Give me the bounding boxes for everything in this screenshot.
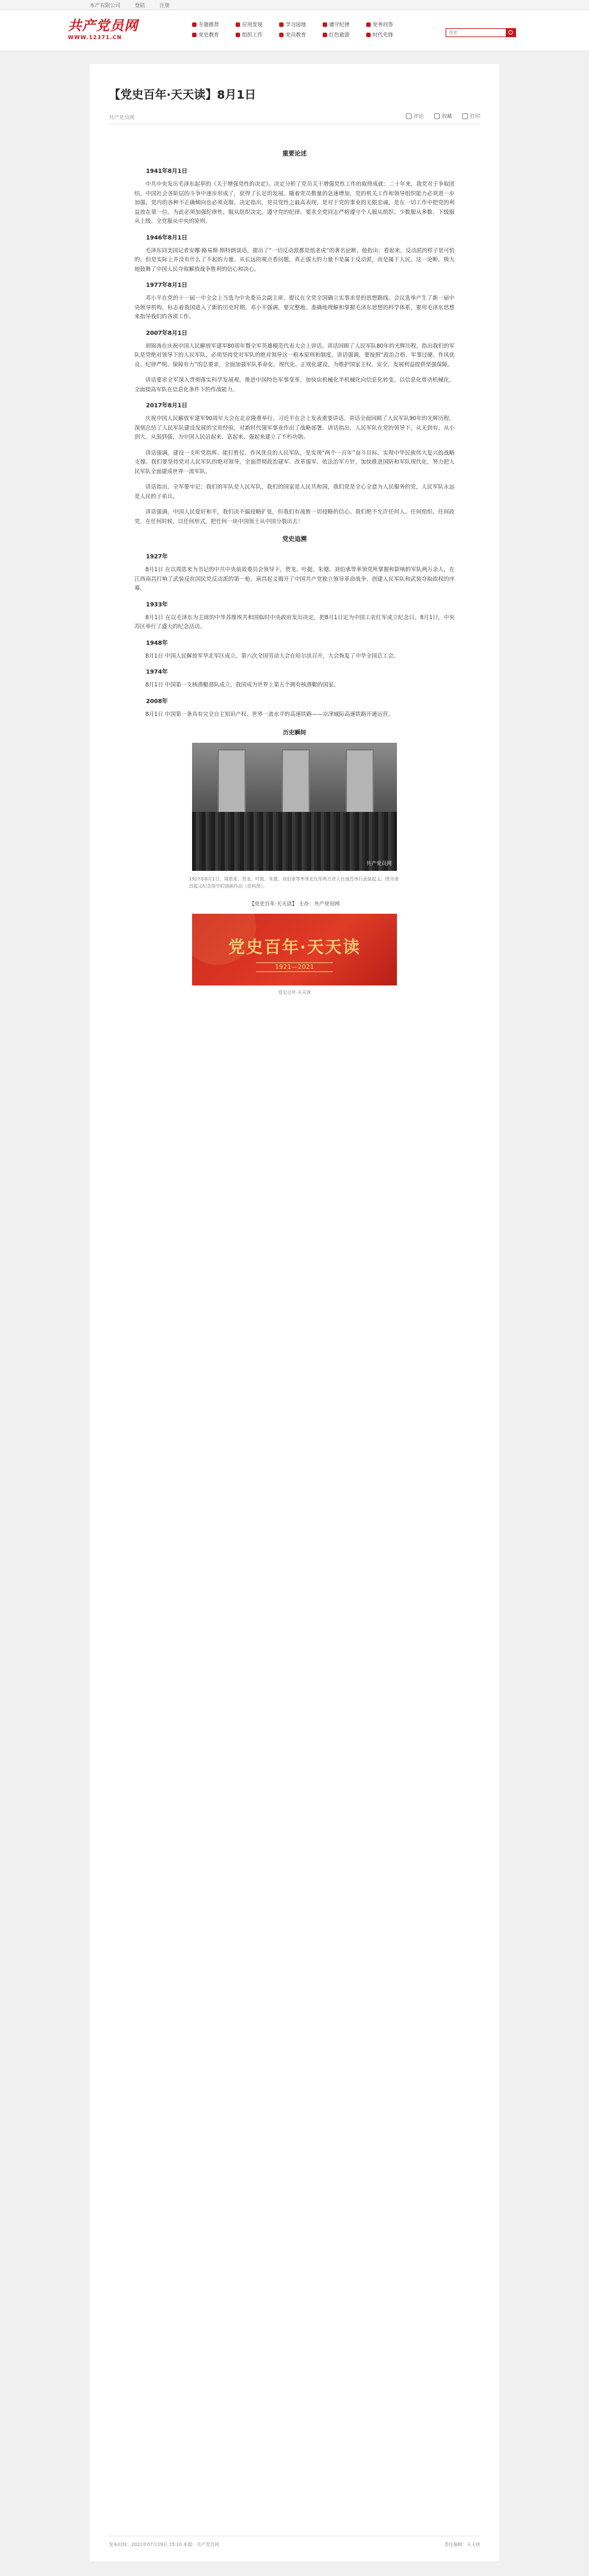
share-bar xyxy=(396,113,480,120)
nav-bullet-icon xyxy=(236,22,240,27)
photo-section-title: 历史瞬间 xyxy=(282,730,306,736)
nav-bullet-icon xyxy=(279,22,284,27)
nav-item[interactable]: 时代先锋 xyxy=(366,29,410,40)
section-heading: 重要论述 xyxy=(282,150,307,158)
nav-item[interactable]: 党员教育 xyxy=(279,29,323,40)
date-heading: 1927年 xyxy=(146,554,168,560)
comment-button[interactable]: 评论 xyxy=(406,113,424,120)
banner-title: 党史百年·天天读 xyxy=(228,938,361,957)
nav-item[interactable]: 学习园地 xyxy=(279,19,323,29)
logo-text: 共产党员网 xyxy=(68,17,138,33)
register-link[interactable]: 注册 xyxy=(159,3,170,8)
nav-bullet-icon xyxy=(366,33,371,37)
logo-url: WWW.12371.CN xyxy=(68,35,122,40)
banner-caption: 党史百年·天天读 xyxy=(278,990,311,995)
article-paragraph: 胡锦涛在庆祝中国人民解放军建军80周年暨全军英雄模范代表大会上讲话。讲话回顾了人民军队80年的光辉历程，指出我们的军队是党绝对领导下的人民军队，必须坚持党对军队的绝对领导这一根本原则和制度。讲话强调，要按照“政治合格、军事过硬、作风优良、纪律严明、保障有力”的总要求，全面加强军队革命化、现代化、正规化建设，为维护国家主权、安全、发展利益提供坚强保障。 xyxy=(134,343,455,368)
date-heading: 2017年8月1日 xyxy=(146,403,188,409)
date-heading: 1933年 xyxy=(146,601,168,608)
article-paragraph: 邓小平在党的十一届一中全会上当选为中央委员会副主席，提议在全党全国确立实事求是的思想路线。会议选举产生了新一届中央领导机构，标志着我国进入了新的历史时期。邓小平强调，要完整地、准确地理解和掌握毛泽东思想的科学体系，要用毛泽东思想来指导我们的各项工作。 xyxy=(134,295,455,320)
article-body xyxy=(134,141,455,996)
article-paragraph: 讲话要求全军深入贯彻落实科学发展观，推进中国特色军事变革，加快由机械化半机械化向信息化转变，以信息化带动机械化，全面提高军队在信息化条件下的作战能力。 xyxy=(134,377,455,393)
article-paragraph: 毛泽东同美国记者安娜·路易斯·斯特朗谈话，提出了“一切反动派都是纸老虎”的著名论断。他指出：看起来，反动派的样子是可怕的，但是实际上并没有什么了不起的力量。从长远的观点看问题，真正强大的力量不是属于反动派，而是属于人民。这一论断，极大地鼓舞了中国人民夺取解放战争胜利的信心和决心。 xyxy=(134,247,455,273)
print-button[interactable]: 打印 xyxy=(462,113,480,120)
nav-item[interactable]: 组织工作 xyxy=(236,29,279,40)
comment-icon xyxy=(406,113,412,119)
photo-caption: 1927年8月1日，周恩来、贺龙、叶挺、朱德、刘伯承等率领北伐军两万余人在南昌举行武装起义。图为南昌起义纪念馆中的油画作品（资料图）。 xyxy=(189,877,399,889)
photo-watermark: 共产党员网 xyxy=(366,861,392,866)
search-input[interactable]: 搜索 xyxy=(446,28,516,37)
date-heading: 1946年8月1日 xyxy=(146,234,188,241)
article-paragraph: 8月1日 中国第一支核潜艇部队成立，我国成为世界上第五个拥有核潜艇的国家。 xyxy=(145,682,339,688)
article-paragraph: 讲话强调，中国人民爱好和平，我们决不搞侵略扩张，但我们有战胜一切侵略的信心。我们绝不允许任何人、任何组织、任何政党，在任何时候，以任何形式，把任何一块中国领土从中国分裂出去！ xyxy=(134,509,455,525)
search-icon[interactable] xyxy=(506,28,516,37)
banner-years: 1921—2021 xyxy=(256,962,333,972)
article-source: 共产党员网 xyxy=(109,115,134,120)
article-footer xyxy=(109,2536,480,2548)
series-banner xyxy=(192,914,397,985)
article-meta xyxy=(109,114,480,124)
article-paragraph: 8月1日 中国第一条具有完全自主知识产权、世界一流水平的高速铁路——京津城际高速铁路开通运营。 xyxy=(145,711,394,718)
print-icon xyxy=(462,113,468,119)
article-container xyxy=(90,64,499,2561)
top-strip xyxy=(0,0,589,10)
article-title: 【党史百年·天天读】8月1日 xyxy=(109,88,256,102)
date-heading: 1974年 xyxy=(146,669,168,676)
nav-bullet-icon xyxy=(323,22,327,27)
nav-bullet-icon xyxy=(192,22,197,27)
star-icon xyxy=(434,113,440,119)
date-heading: 1941年8月1日 xyxy=(146,168,188,175)
favorite-button[interactable]: 收藏 xyxy=(434,113,452,120)
nav-bullet-icon xyxy=(323,33,327,37)
nav-row xyxy=(192,29,410,40)
article-paragraph: 8月1日 在以毛泽东为主席的中华苏维埃共和国临时中央政府发出决定，把8月1日定为中国工农红军成立纪念日。8月1日，中央苏区举行了盛大的纪念活动。 xyxy=(134,614,455,630)
building-shape xyxy=(218,749,246,821)
nav-bullet-icon xyxy=(366,22,371,27)
article-sections xyxy=(134,149,455,719)
nav-item[interactable]: 遵守纪律 xyxy=(323,19,366,29)
building-shape xyxy=(282,749,310,821)
date-heading: 2007年8月1日 xyxy=(146,330,188,337)
date-heading: 1977年8月1日 xyxy=(146,282,188,289)
article-paragraph: 8月1日 在以周恩来为书记的中共中央前敌委员会领导下，贺龙、叶挺、朱德、刘伯承等率领党所掌握和影响的军队两万余人，在江西南昌打响了武装反抗国民党反动派的第一枪。南昌起义揭开了中国共产党独立领导革命战争、创建人民军队和武装夺取政权的序幕。 xyxy=(134,567,455,592)
top-strip-item: 本产有限公司 xyxy=(90,3,120,8)
publish-info: 发布时间：2021年07月29日 15:10 来源：共产党员网 xyxy=(109,2542,220,2547)
nav-row xyxy=(192,19,410,29)
nav-item[interactable]: 专题推荐 xyxy=(192,19,236,29)
nav-item[interactable]: 红色旅游 xyxy=(323,29,366,40)
photo-block xyxy=(134,728,455,890)
article-paragraph: 8月1日 中国人民解放军华北军区成立。第六次全国劳动大会在哈尔滨召开，大会恢复了中华全国总工会。 xyxy=(145,652,399,660)
building-shape xyxy=(346,749,374,821)
main-nav xyxy=(192,19,410,40)
nav-item[interactable]: 党务问答 xyxy=(366,19,410,29)
nav-bullet-icon xyxy=(279,33,284,37)
nav-item[interactable]: 应用发现 xyxy=(236,19,279,29)
article-paragraph: 讲话指出，全军要牢记：我们的军队是人民军队，我们的国家是人民共和国，我们党是全心全意为人民服务的党，人民军队永远是人民的子弟兵。 xyxy=(134,484,455,500)
section-heading: 党史追溯 xyxy=(282,536,307,543)
series-footer-line: 【党史百年·天天读】 主办：共产党员网 xyxy=(249,901,340,907)
editor-info: 责任编辑：天天读 xyxy=(444,2542,480,2547)
nav-bullet-icon xyxy=(192,33,197,37)
site-header xyxy=(0,10,589,51)
article-paragraph: 中共中央发出毛泽东起草的《关于增强党性的决定》。决定分析了党员关于增强党性工作的取得成就：二十年来，我党对于争取团结，中国社会各阶层的斗争中逐步形成了，获得了长足的发展。随着党员数量的急速增加，党的机关工作和领导组织能力必须进一步加强，党内的各种不正确倾向也必须克服。决定指出，党员党性之最高表现，是对于党的事业的无限忠诚，是在一切工作中把党的利益放在第一位。为此必须加强纪律性，服从组织决定，遵守党的纪律。要求全党同志严格遵守个人服从组织、少数服从多数、下级服从上级、全党服从中央的原则。 xyxy=(134,181,455,225)
historical-photo xyxy=(192,743,397,871)
date-heading: 2008年 xyxy=(146,698,168,705)
article-paragraph: 庆祝中国人民解放军建军90周年大会在北京隆重举行。习近平在会上发表重要讲话。讲话全面回顾了人民军队90年的光辉历程，深刻总结了人民军队建设发展的宝贵经验，对新时代强军事业作出了战略部署。讲话指出，人民军队在党的领导下，从无到有、从小到大、从弱到强，为中国人民站起来、富起来、强起来建立了不朽功勋。 xyxy=(134,416,455,441)
nav-bullet-icon xyxy=(236,33,240,37)
article-paragraph: 讲话强调，建设一支听党指挥、能打胜仗、作风优良的人民军队，是实现“两个一百年”奋斗目标、实现中华民族伟大复兴的战略支撑。我们要坚持党对人民军队的绝对领导，全面贯彻政治建军、改革强军、依法治军方针，加快推进国防和军队现代化，努力把人民军队全面建成世界一流军队。 xyxy=(134,450,455,475)
login-link[interactable]: 登陆 xyxy=(134,3,145,8)
nav-item[interactable]: 党史教育 xyxy=(192,29,236,40)
site-logo[interactable] xyxy=(68,18,145,46)
date-heading: 1948年 xyxy=(146,640,168,647)
